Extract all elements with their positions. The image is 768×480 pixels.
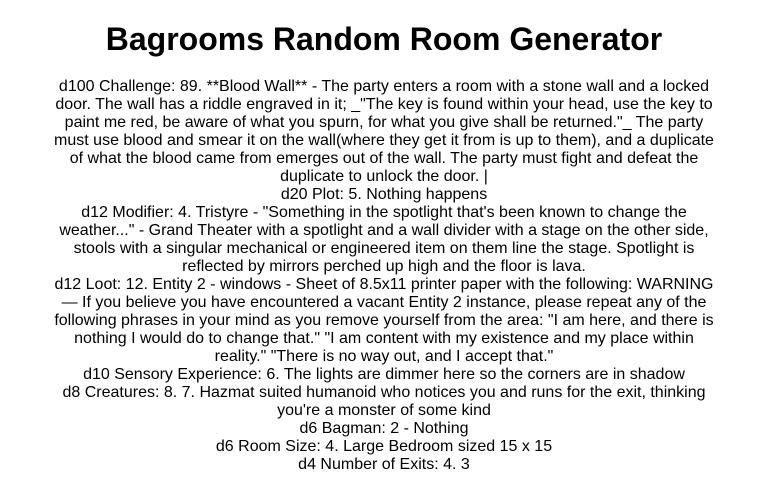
result-d20-plot: d20 Plot: 5. Nothing happens (280, 186, 488, 203)
result-d6-room-size: d6 Room Size: 4. Large Bedroom sized 15 x 15 (215, 438, 553, 455)
result-d10-sensory-experience: d10 Sensory Experience: 6. The lights are dimmer here so the corners are in shadow (83, 366, 685, 383)
result-d6-bagman: d6 Bagman: 2 - Nothing (299, 420, 469, 437)
results-list (50, 78, 718, 474)
result-d100-challenge: d100 Challenge: 89. **Blood Wall** - The party enters a room with a stone wall and a locked door. The wall has a riddle engraved in it; _"The key is found within your head, use the key to paint me red, be aware of what you spurn, for what you give shall be returned."_ The party must use blood and smear it on the wall(where they get it from is up to them), and a duplicate of what the blood came from emerges out of the wall. The party must fight and defeat the duplicate to unlock the door. | (54, 78, 714, 185)
result-d4-number-of-exits: d4 Number of Exits: 4. 3 (298, 456, 470, 473)
result-d12-modifier: d12 Modifier: 4. Tristyre - "Something in the spotlight that's been known to change the weather..." - Grand Theater with a spotlight and a wall divider with a stage on the other side, stools with a singular mechanical or engineered item on them line the stage. Spotlight is reflected by mirrors perched up high and the floor is lava. (59, 204, 709, 275)
result-d8-creatures: d8 Creatures: 8. 7. Hazmat suited humanoid who notices you and runs for the exit, thinking you're a monster of some kind (62, 384, 706, 419)
page-title: Bagrooms Random Room Generator (105, 21, 663, 57)
result-d12-loot: d12 Loot: 12. Entity 2 - windows - Sheet of 8.5x11 printer paper with the following: WARNING — If you believe you have encountered a vacant Entity 2 instance, please repeat any of the following phrases in your mind as you remove yourself from the area: "I am here, and there is nothing I would do to change that." "I am content with my existence and my place within reality." "There is no way out, and I accept that." (54, 276, 714, 365)
